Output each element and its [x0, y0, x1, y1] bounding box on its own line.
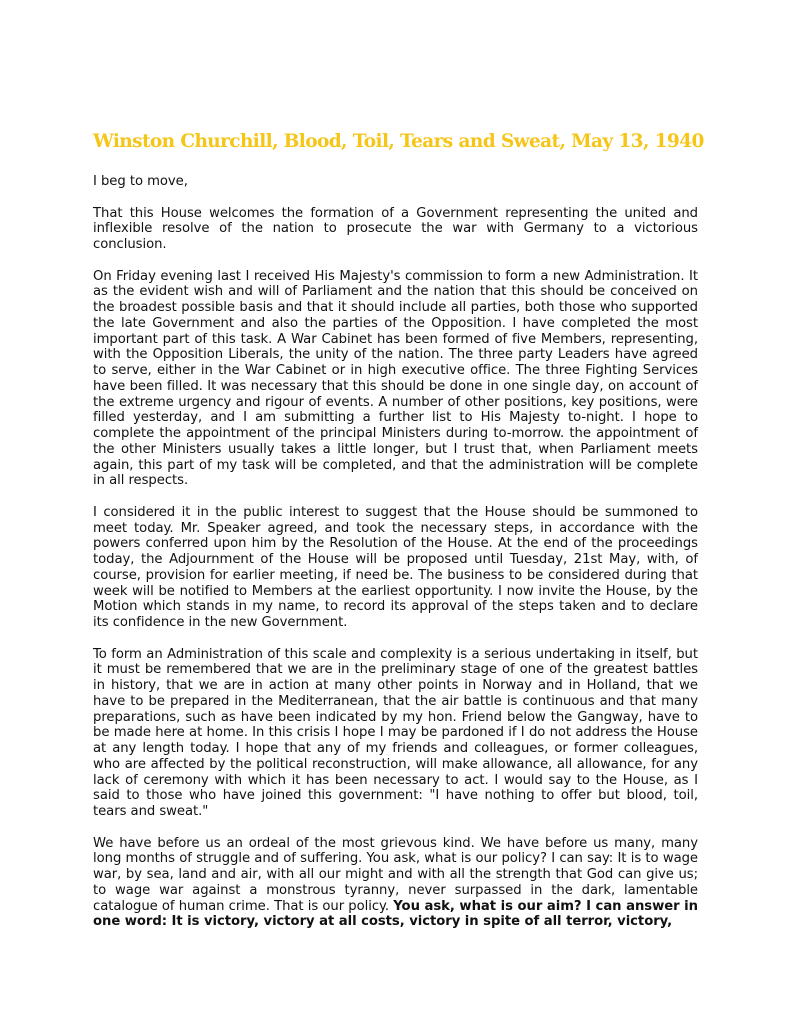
paragraph-motion-intro: I beg to move, [93, 174, 188, 189]
aim-victory-text: You ask, what is our aim? I can answer in one word: It is victory, victory at all costs, victory in spite of all terror, victory, [93, 898, 698, 930]
paragraph-blood-toil-tears: To form an Administration of this scale and complexity is a serious undertaking in itself, but it must be remembered that we are in the preliminary stage of one of the greatest battles in history, that we are in action at many other points in Norway and in Holland, that we have to be prepared in the Mediterranean, that the air battle is continuous and that many preparations, such as have been indicated by my hon. Friend below the Gangway, have to be made here at home. In this crisis I hope I may be pardoned if I do not address the House at any length today. I hope that any of my friends and colleagues, or former colleagues, who are affected by the political reconstruction, will make allowance, all allowance, for any lack of ceremony with which it has been necessary to act. I would say to the House, as I said to those who have joined this government: "I have nothing to offer but blood, toil, tears and sweat." [93, 646, 698, 819]
paragraph-policy-aim [93, 836, 698, 931]
policy-text: We have before us an ordeal of the most grievous kind. We have before us many, many long months of struggle and of suffering. You ask, what is our policy? I can say: It is to wage war, by sea, land and air, with all our might and with all the strength that God can give us; to wage war against a monstrous tyranny, never surpassed in the dark, lamentable catalogue of human crime. That is our policy. [93, 835, 698, 914]
paragraph-administration: On Friday evening last I received His Majesty's commission to form a new Administration. It as the evident wish and will of Parliament and the nation that this should be conceived on the broadest possible basis and that it should include all parties, both those who supported the late Government and also the parties of the Opposition. I have completed the most important part of this task. A War Cabinet has been formed of five Members, representing, with the Opposition Liberals, the unity of the nation. The three party Leaders have agreed to serve, either in the War Cabinet or in high executive office. The three Fighting Services have been filled. It was necessary that this should be done in one single day, on account of the extreme urgency and rigour of events. A number of other positions, key positions, were filled yesterday, and I am submitting a further list to His Majesty to-night. I hope to complete the appointment of the principal Ministers during to-morrow. the appointment of the other Ministers usually takes a little longer, but I trust that, when Parliament meets again, this part of my task will be completed, and that the administration will be complete in all respects. [93, 268, 698, 489]
document-body [93, 174, 698, 946]
document-title: Winston Churchill, Blood, Toil, Tears and Sweat, May 13, 1940 [93, 131, 704, 152]
paragraph-house-summoned: I considered it in the public interest to suggest that the House should be summoned to meet today. Mr. Speaker agreed, and took the necessary steps, in accordance with the powers conferred upon him by the Resolution of the House. At the end of the proceedings today, the Adjournment of the House will be proposed until Tuesday, 21st May, with, of course, provision for earlier meeting, if need be. The business to be considered during that week will be notified to Members at the earliest opportunity. I now invite the House, by the Motion which stands in my name, to record its approval of the steps taken and to declare its confidence in the new Government. [93, 504, 698, 630]
paragraph-motion: That this House welcomes the formation of a Government representing the united and inflexible resolve of the nation to prosecute the war with Germany to a victorious conclusion. [93, 205, 698, 252]
